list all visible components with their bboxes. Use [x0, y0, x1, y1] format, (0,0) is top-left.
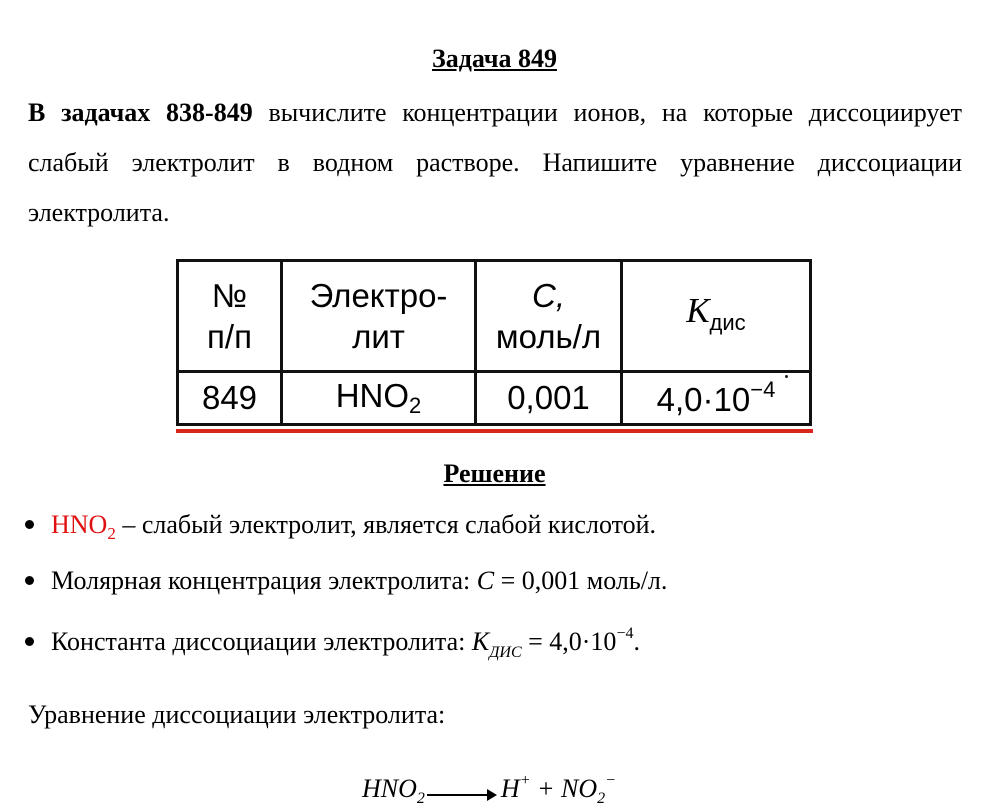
equation-title: Уравнение диссоциации электролита: — [28, 700, 446, 729]
header-number-line1: № — [211, 277, 248, 314]
bullet-item-1 — [25, 510, 656, 544]
cell-concentration: 0,001 — [476, 372, 622, 425]
equation-product2: NO — [561, 774, 598, 803]
bullet1-formula — [51, 510, 116, 544]
header-concentration-line2: моль/л — [495, 318, 602, 355]
bullet2-text: Молярная концентрация электролита: — [51, 566, 477, 595]
header-concentration-line1: С, — [532, 277, 565, 314]
header-number — [178, 261, 282, 372]
table-header-row — [178, 261, 811, 372]
cell-k-mantissa: 4,0·10 — [656, 381, 751, 418]
bullet1-formula-main: HNO — [51, 510, 108, 539]
table-red-underline — [176, 429, 813, 433]
problem-title: Задача 849 — [432, 44, 557, 73]
dissociation-equation — [362, 772, 616, 808]
data-table — [176, 259, 812, 426]
header-concentration — [476, 261, 622, 372]
problem-range: В задачах 838-849 — [28, 98, 253, 127]
bullet3-text: Константа диссоциации электролита: — [51, 627, 472, 656]
header-electrolyte-line1: Электро- — [309, 277, 448, 314]
stray-dot — [785, 375, 788, 378]
bullet-item-2 — [25, 566, 667, 596]
equation-product2-charge: − — [605, 772, 616, 789]
bullet3-formula — [471, 625, 640, 661]
bullet3-exponent: −4 — [616, 625, 634, 642]
header-electrolyte — [282, 261, 476, 372]
solution-title: Решение — [443, 459, 546, 488]
bullet-dot-icon — [25, 576, 34, 585]
problem-text: вычислите концентрации ионов, на которые диссоциирует слабый электролит в водном растворе. Напишите уравнение диссоциации электролита. — [28, 98, 962, 227]
bullet2-end: . — [660, 566, 668, 595]
table-row — [178, 372, 811, 425]
header-k-subscript: дис — [709, 309, 746, 335]
bullet3-symbol-sub: ДИС — [489, 644, 522, 661]
bullet2-value: = 0,001 моль/л — [494, 566, 661, 595]
problem-statement — [28, 88, 962, 238]
bullet1-text: – слабый электролит, является слабой кислотой. — [115, 510, 657, 539]
cell-number: 849 — [178, 372, 282, 425]
equation-plus: + — [530, 774, 562, 803]
bullet2-symbol: C — [476, 566, 495, 595]
cell-k-dis — [622, 372, 811, 425]
equation-reactant: HNO — [362, 774, 417, 803]
bullet2-formula — [477, 566, 668, 595]
cell-electrolyte-sub: 2 — [409, 393, 422, 418]
bullet3-value: = 4,0·10 — [521, 627, 617, 656]
bullet-dot-icon — [25, 637, 34, 646]
cell-electrolyte — [282, 372, 476, 425]
cell-k-exponent: −4 — [750, 377, 776, 402]
equation-reactant-sub: 2 — [416, 790, 425, 807]
equation-product1: H — [500, 774, 520, 803]
bullet3-end: . — [633, 627, 640, 656]
equation-product2-sub: 2 — [597, 790, 606, 807]
header-number-line2: п/п — [207, 318, 252, 355]
header-k-dis — [622, 261, 811, 372]
bullet-item-3 — [25, 625, 640, 662]
bullet3-symbol: K — [471, 627, 490, 656]
equation-product1-charge: + — [519, 772, 531, 789]
bullet-dot-icon — [25, 520, 34, 529]
bullet1-formula-sub: 2 — [107, 524, 116, 544]
cell-electrolyte-main: HNO — [335, 377, 410, 414]
header-electrolyte-line2: лит — [352, 318, 405, 355]
header-k-symbol: К — [686, 290, 710, 330]
